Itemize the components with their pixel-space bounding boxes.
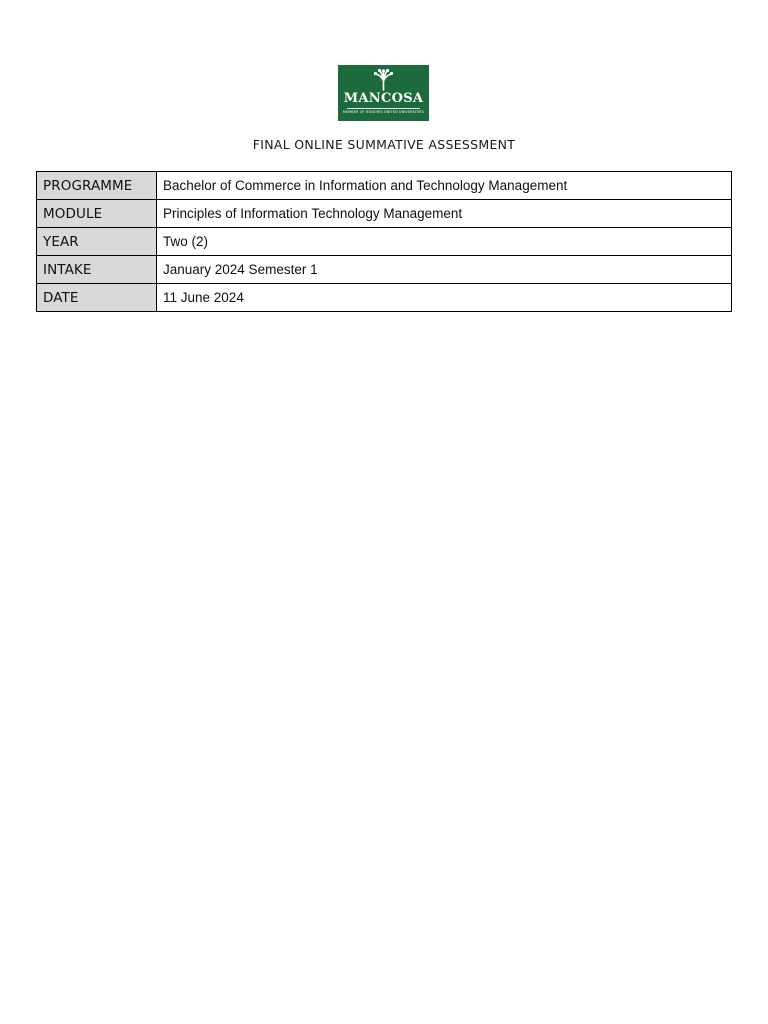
row-label: YEAR xyxy=(37,228,157,256)
mancosa-logo xyxy=(338,65,429,121)
assessment-info-table xyxy=(36,171,732,312)
table-row xyxy=(37,256,732,284)
row-label: PROGRAMME xyxy=(37,172,157,200)
row-value: 11 June 2024 xyxy=(157,284,732,312)
row-label: MODULE xyxy=(37,200,157,228)
table-row xyxy=(37,284,732,312)
row-value: Bachelor of Commerce in Information and Technology Management xyxy=(157,172,732,200)
row-label: INTAKE xyxy=(37,256,157,284)
table-row xyxy=(37,228,732,256)
row-label: DATE xyxy=(37,284,157,312)
logo-subtitle: MEMBER OF HONORIS UNITED UNIVERSITIES xyxy=(342,110,425,114)
document-title: FINAL ONLINE SUMMATIVE ASSESSMENT xyxy=(252,137,516,152)
tree-icon xyxy=(338,65,429,91)
logo-wordmark: MANCOSA xyxy=(343,91,424,106)
logo-divider xyxy=(347,108,420,109)
row-value: Two (2) xyxy=(157,228,732,256)
table-row xyxy=(37,172,732,200)
row-value: January 2024 Semester 1 xyxy=(157,256,732,284)
table-row xyxy=(37,200,732,228)
row-value: Principles of Information Technology Management xyxy=(157,200,732,228)
